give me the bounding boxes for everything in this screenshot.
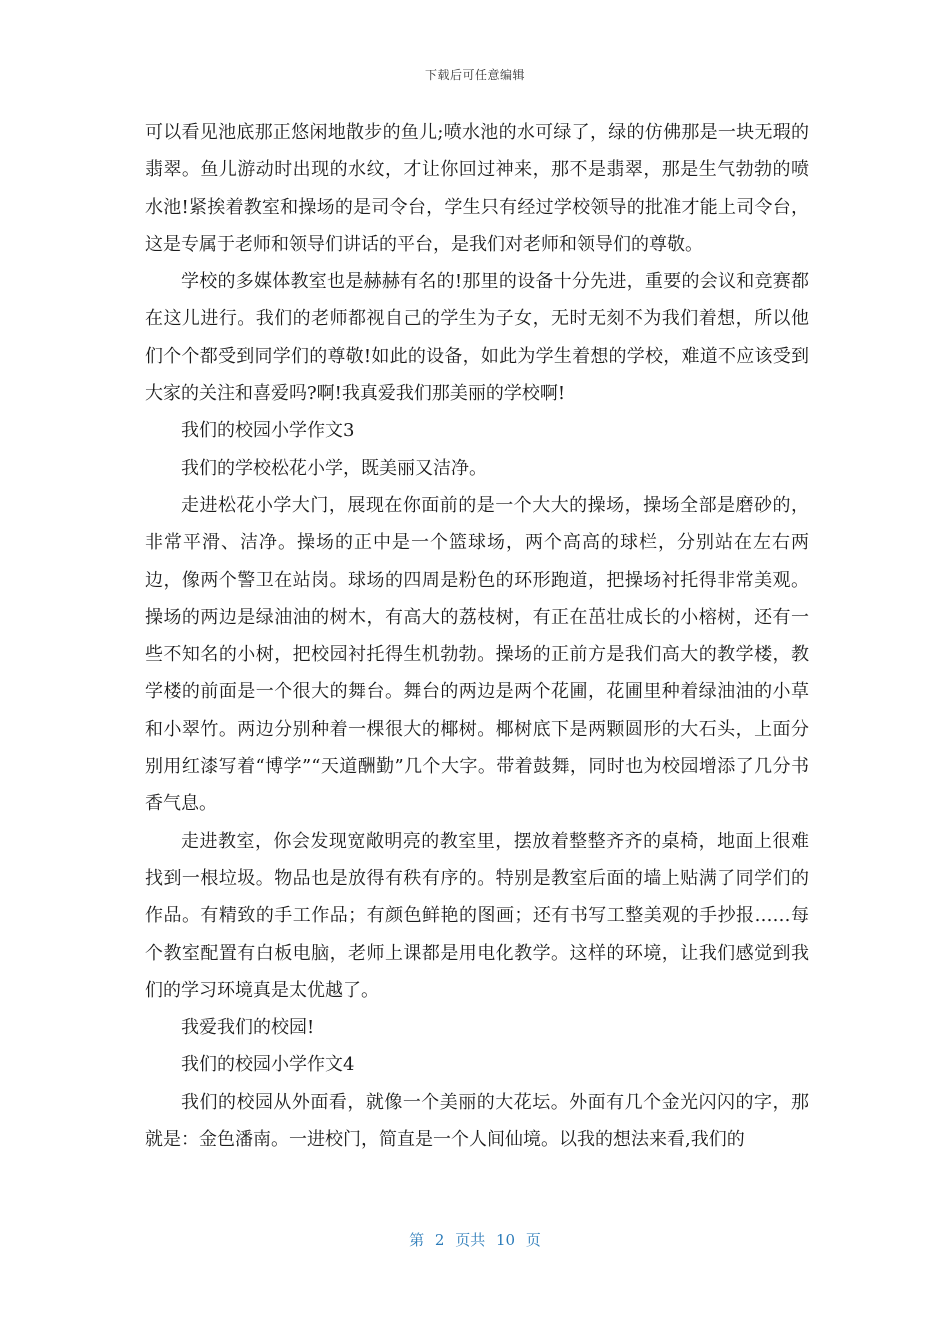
paragraph: 走进教室，你会发现宽敞明亮的教室里，摆放着整整齐齐的桌椅，地面上很难找到一根垃圾。物品也是放得有秩有序的。特别是教室后面的墙上贴满了同学们的作品。有精致的手工作品；有颜色鲜艳的图画；还有书写工整美观的手抄报……每个教室配置有白板电脑，老师上课都是用电化教学。这样的环境，让我们感觉到我们的学习环境真是太优越了。 — [145, 830, 809, 1001]
paragraph: 我们的学校松花小学，既美丽又洁净。 — [181, 457, 487, 479]
paragraph: 我们的校园从外面看，就像一个美丽的大花坛。外面有几个金光闪闪的字，那就是：金色潘南。一进校门，简直是一个人间仙境。以我的想法来看,我们的 — [145, 1091, 809, 1151]
page-number-footer: 第 2 页共 10 页 — [409, 1231, 541, 1249]
document-body — [145, 114, 809, 1158]
paragraph: 学校的多媒体教室也是赫赫有名的!那里的设备十分先进，重要的会议和竞赛都在这儿进行。我们的老师都视自己的学生为子女，无时无刻不为我们着想，所以他们个个都受到同学们的尊敬!如此的设备，如此为学生着想的学校，难道不应该受到大家的关注和喜爱吗?啊!我真爱我们那美丽的学校啊! — [145, 271, 809, 405]
section-heading: 我们的校园小学作文4 — [181, 1054, 355, 1076]
paragraph: 走进松花小学大门，展现在你面前的是一个大大的操场，操场全部是磨砂的，非常平滑、洁净。操场的正中是一个篮球场，两个高高的球栏，分别站在左右两边，像两个警卫在站岗。球场的四周是粉色的环形跑道，把操场衬托得非常美观。操场的两边是绿油油的树木，有高大的荔枝树，有正在茁壮成长的小榕树，还有一些不知名的小树，把校园衬托得生机勃勃。操场的正前方是我们高大的教学楼，教学楼的前面是一个很大的舞台。舞台的两边是两个花圃，花圃里种着绿油油的小草和小翠竹。两边分别种着一棵很大的椰树。椰树底下是两颗圆形的大石头，上面分别用红漆写着“博学”“天道酬勤”几个大字。带着鼓舞，同时也为校园增添了几分书香气息。 — [145, 494, 809, 815]
page-header-note: 下载后可任意编辑 — [424, 68, 525, 82]
paragraph: 我爱我们的校园! — [181, 1017, 315, 1039]
section-heading: 我们的校园小学作文3 — [181, 420, 355, 442]
paragraph: 可以看见池底那正悠闲地散步的鱼儿;喷水池的水可绿了，绿的仿佛那是一块无瑕的翡翠。鱼儿游动时出现的水纹，才让你回过神来，那不是翡翠，那是生气勃勃的喷水池!紧挨着教室和操场的是司令台，学生只有经过学校领导的批准才能上司令台，这是专属于老师和领导们讲话的平台，是我们对老师和领导们的尊敬。 — [145, 122, 809, 255]
